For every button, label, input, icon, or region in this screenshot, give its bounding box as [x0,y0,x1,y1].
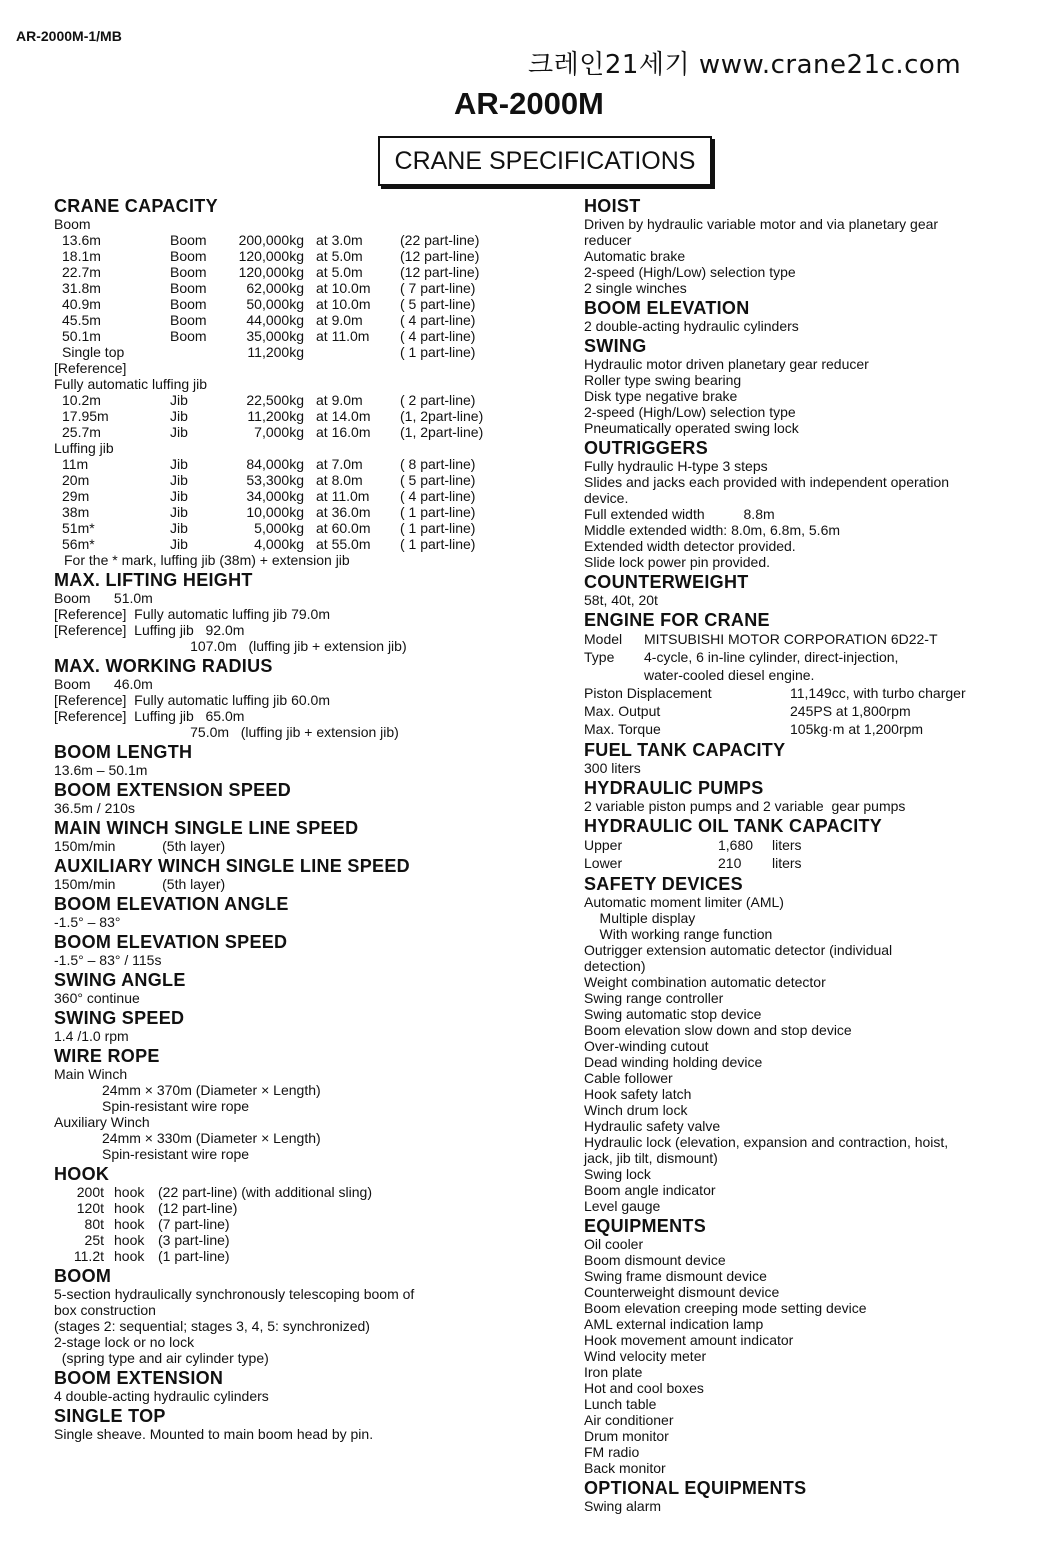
hook-partline: (1 part-line) [158,1248,230,1264]
engine-model-type [584,630,938,684]
section-line: [Reference] Luffing jib 92.0m [54,622,245,638]
hook-label: hook [114,1216,145,1232]
optional-heading: OPTIONAL EQUIPMENTS [584,1478,807,1498]
section-line: device. [584,490,629,506]
ljib-row-cell: 51m* [62,520,95,536]
fajib-row-cell: 22,500kg [246,392,304,408]
hook-table [68,1184,372,1264]
hook-capacity: 200t [76,1184,104,1200]
fajib-row-cell: 11,200kg [247,408,304,424]
fajib-row-cell: ( 2 part-line) [400,392,476,408]
section-line: 75.0m (luffing jib + extension jib) [54,724,399,740]
boom-row-cell: Boom [170,280,207,296]
boom-row-cell: 44,000kg [246,312,304,328]
section-line: 2-speed (High/Low) selection type [584,404,796,420]
boom-row [54,312,479,328]
engine-row [584,702,966,720]
fajib-row-cell: at 14.0m [316,408,371,424]
hook-label: hook [114,1248,145,1264]
safety-item: Level gauge [584,1198,661,1214]
ljib-row [54,536,475,552]
boom-row-cell: at 11.0m [316,328,370,344]
oil-tank-value: 1,680 [718,837,754,853]
safety-item: Hydraulic safety valve [584,1118,721,1134]
equipments-item: Counterweight dismount device [584,1284,780,1300]
boom-row-cell: 31.8m [62,280,101,296]
section-heading: COUNTERWEIGHT [584,572,749,592]
boom-row-cell: 50,000kg [246,296,304,312]
safety-item: Hook safety latch [584,1086,692,1102]
boom-row-cell: ( 4 part-line) [400,312,476,328]
main-winch-label: Main Winch [54,1066,128,1082]
ljib-row-cell: 4,000kg [254,536,304,552]
equipments-item: Back monitor [584,1460,666,1476]
section-heading: BOOM [54,1266,112,1286]
engine-value: 245PS at 1,800rpm [790,703,911,719]
boom-row-cell: 200,000kg [238,232,304,248]
section-line: Extended width detector provided. [584,538,796,554]
section-heading: SWING SPEED [54,1008,185,1028]
hook-row [68,1248,372,1264]
aux-winch-line: Spin-resistant wire rope [102,1146,250,1162]
main-winch-line: 24mm × 370m (Diameter × Length) [102,1082,321,1098]
fajib-row-cell: at 9.0m [316,392,363,408]
section-line: (stages 2: sequential; stages 3, 4, 5: synchronized) [54,1318,370,1334]
optional-item: Swing alarm [584,1498,662,1514]
engine-row [584,684,966,702]
engine-heading: ENGINE FOR CRANE [584,610,770,630]
safety-item: Boom angle indicator [584,1182,716,1198]
equipments-item: Boom dismount device [584,1252,726,1268]
equipments-item: Iron plate [584,1364,643,1380]
section-line: 5-section hydraulically synchronously telescoping boom of [54,1286,415,1302]
boom-row-cell: ( 7 part-line) [400,280,476,296]
section-heading: SWING [584,336,647,356]
ljib-row-cell: ( 1 part-line) [400,520,476,536]
safety-item: Cable follower [584,1070,673,1086]
boom-capacity-table [54,232,479,360]
boom-row-cell: ( 4 part-line) [400,328,476,344]
engine-model-value: MITSUBISHI MOTOR CORPORATION 6D22-T [644,631,938,647]
fajib-row [54,392,483,408]
equipments-item: Wind velocity meter [584,1348,707,1364]
section-line: 1.4 /1.0 rpm [54,1028,129,1044]
hook-row [68,1184,372,1200]
equipments-item: Drum monitor [584,1428,669,1444]
left-sections [54,570,534,1044]
section-line: 2 single winches [584,280,687,296]
ljib-row-cell: at 11.0m [316,488,370,504]
boom-row-cell: ( 5 part-line) [400,296,476,312]
section-heading: HOIST [584,196,641,216]
ljib-row-cell: ( 1 part-line) [400,504,476,520]
section-line: Disk type negative brake [584,388,738,404]
ljib-row-cell: 56m* [62,536,95,552]
left-column [54,194,534,1442]
safety-item: Winch drum lock [584,1102,688,1118]
boom-row-cell: Boom [170,264,207,280]
hook-capacity: 120t [76,1200,104,1216]
ljib-row-cell: Jib [170,456,188,472]
section-line: 58t, 40t, 20t [584,592,658,608]
boom-row-cell: 120,000kg [238,264,304,280]
boom-row [54,280,479,296]
section-line: [Reference] Fully automatic luffing jib 60.0m [54,692,330,708]
section-line: Roller type swing bearing [584,372,742,388]
equipments-item: Air conditioner [584,1412,674,1428]
fajib-row-cell: 25.7m [62,424,101,440]
fajib-row [54,424,483,440]
ljib-row-cell: at 60.0m [316,520,371,536]
equipments-item: Hook movement amount indicator [584,1332,794,1348]
safety-list [584,894,1044,1214]
ljib-row-cell: Jib [170,472,188,488]
hook-label: hook [114,1184,145,1200]
equipments-item: Hot and cool boxes [584,1380,704,1396]
ljib-label: Luffing jib [54,440,114,456]
hook-partline: (12 part-line) [158,1200,238,1216]
section-line: Slide lock power pin provided. [584,554,770,570]
ljib-row-cell: 11m [62,456,89,472]
ljib-row-cell: 10,000kg [246,504,304,520]
oil-tank-unit: liters [772,837,802,853]
boom-label: Boom [54,216,91,232]
fajib-row-cell: 10.2m [62,392,101,408]
section-line: (spring type and air cylinder type) [54,1350,269,1366]
section-line: Middle extended width: 8.0m, 6.8m, 5.6m [584,522,841,538]
right-column [584,194,1044,1514]
reference-label: [Reference] [54,360,127,376]
boom-row-cell: 62,000kg [246,280,304,296]
section-line: 360° continue [54,990,140,1006]
hook-row [68,1232,372,1248]
boom-row-cell [170,344,216,360]
oil-tank-key: Upper [584,837,623,853]
ljib-capacity-table [54,456,475,552]
section-line: 300 liters [584,760,641,776]
section-line: Boom 51.0m [54,590,153,606]
section-line: 4 double-acting hydraulic cylinders [54,1388,269,1404]
ljib-row-cell: at 7.0m [316,456,363,472]
engine-key: Piston Displacement [584,685,712,701]
boom-row-cell: 40.9m [62,296,101,312]
equipments-item: FM radio [584,1444,640,1460]
fajib-row [54,408,483,424]
model-title: AR-2000M [454,86,604,121]
ljib-row-cell: 53,300kg [246,472,304,488]
boom-row-cell: at 9.0m [316,312,363,328]
section-line: Automatic brake [584,248,686,264]
ljib-row-cell: Jib [170,520,188,536]
safety-item: Weight combination automatic detector [584,974,826,990]
ljib-row-cell: ( 1 part-line) [400,536,476,552]
boom-row-cell: 120,000kg [238,248,304,264]
safety-item: Automatic moment limiter (AML) [584,894,784,910]
aux-winch-label: Auxiliary Winch [54,1114,150,1130]
fajib-row-cell: Jib [170,392,188,408]
oil-tank-key: Lower [584,855,623,871]
engine-value: 11,149cc, with turbo charger [790,685,966,701]
hook-row [68,1200,372,1216]
ljib-row-cell: at 8.0m [316,472,363,488]
section-heading: BOOM ELEVATION SPEED [54,932,288,952]
section-line: Single sheave. Mounted to main boom head by pin. [54,1426,374,1442]
hook-partline: (3 part-line) [158,1232,230,1248]
ljib-row-cell: 84,000kg [246,456,304,472]
boom-row-cell: Boom [170,312,207,328]
fajib-row-cell: (1, 2part-line) [400,408,484,424]
section-heading: BOOM EXTENSION SPEED [54,780,292,800]
fajib-label: Fully automatic luffing jib [54,376,208,392]
boom-row-cell: (12 part-line) [400,248,480,264]
section-heading: MAIN WINCH SINGLE LINE SPEED [54,818,359,838]
fajib-row-cell: 7,000kg [254,424,304,440]
boom-row-cell: 35,000kg [246,328,304,344]
safety-item: Dead winding holding device [584,1054,763,1070]
engine-key: Max. Output [584,703,661,719]
section-heading: BOOM ELEVATION [584,298,750,318]
section-line: Slides and jacks each provided with independent operation [584,474,950,490]
boom-row-cell: Boom [170,296,207,312]
boom-row-cell: (12 part-line) [400,264,480,280]
engine-type-label: Type [584,649,615,665]
hook-partline: (7 part-line) [158,1216,230,1232]
hook-capacity: 80t [84,1216,104,1232]
boom-row-cell: 18.1m [62,248,101,264]
section-line: reducer [584,232,632,248]
boom-row [54,296,479,312]
engine-value: 105kg·m at 1,200rpm [790,721,924,737]
oil-tank-heading: HYDRAULIC OIL TANK CAPACITY [584,816,883,836]
ljib-row-cell: at 55.0m [316,536,371,552]
ljib-row [54,504,475,520]
boom-row-cell: at 5.0m [316,248,363,264]
ljib-row-cell: ( 8 part-line) [400,456,476,472]
hook-label: hook [114,1232,145,1248]
equipments-item: Oil cooler [584,1236,644,1252]
ljib-row-cell: at 36.0m [316,504,371,520]
section-line: 2 double-acting hydraulic cylinders [584,318,799,334]
section-heading: FUEL TANK CAPACITY [584,740,786,760]
ljib-row-cell: Jib [170,504,188,520]
safety-item: Swing automatic stop device [584,1006,762,1022]
equipments-item: AML external indication lamp [584,1316,764,1332]
safety-item: Hydraulic lock (elevation, expansion and contraction, hoist, [584,1134,949,1150]
section-heading: MAX. LIFTING HEIGHT [54,570,253,590]
engine-key: Max. Torque [584,721,661,737]
boom-row-cell: at 10.0m [316,280,371,296]
website-watermark: 크레인21세기 www.crane21c.com [528,50,962,80]
right-sections-b [584,740,1044,814]
section-line: 107.0m (luffing jib + extension jib) [54,638,407,654]
right-sections-a [584,196,1044,608]
section-heading: OUTRIGGERS [584,438,709,458]
section-line: [Reference] Fully automatic luffing jib 79.0m [54,606,330,622]
safety-item: With working range function [584,926,773,942]
ljib-row-cell: ( 4 part-line) [400,488,476,504]
boom-row-cell: 11,200kg [247,344,304,360]
ljib-row [54,520,475,536]
boom-row-cell: (22 part-line) [400,232,480,248]
section-line: 150m/min (5th layer) [54,838,226,854]
section-heading: AUXILIARY WINCH SINGLE LINE SPEED [54,856,410,876]
safety-item: jack, jib tilt, dismount) [584,1150,718,1166]
fajib-row-cell: (1, 2part-line) [400,424,484,440]
boom-row-cell: at 5.0m [316,264,363,280]
hook-partline: (22 part-line) (with additional sling) [158,1184,372,1200]
section-heading: BOOM LENGTH [54,742,193,762]
ljib-row-cell: 5,000kg [254,520,304,536]
section-line: Full extended width 8.8m [584,506,775,522]
safety-item: Over-winding cutout [584,1038,709,1054]
section-line: 2 variable piston pumps and 2 variable gear pumps [584,798,906,814]
boom-row-cell: 45.5m [62,312,101,328]
fajib-row-cell: 17.95m [62,408,109,424]
ljib-row-cell: Jib [170,536,188,552]
section-line: 13.6m – 50.1m [54,762,148,778]
hook-capacity: 11.2t [73,1248,104,1264]
section-heading: HYDRAULIC PUMPS [584,778,764,798]
ljib-row-cell: 20m [62,472,90,488]
engine-type-value: 4-cycle, 6 in-line cylinder, direct-injection, [644,649,899,665]
ljib-row [54,488,475,504]
wire-rope-heading: WIRE ROPE [54,1046,160,1066]
boom-row [54,232,479,248]
safety-heading: SAFETY DEVICES [584,874,743,894]
boom-row-cell: 50.1m [62,328,101,344]
boom-row-cell: Single top [62,344,125,360]
boom-row-cell: at 10.0m [316,296,371,312]
section-heading: BOOM EXTENSION [54,1368,224,1388]
boom-row-cell: 22.7m [62,264,101,280]
safety-item: Swing lock [584,1166,651,1182]
boom-row-cell: Boom [170,328,207,344]
aux-winch-line: 24mm × 330m (Diameter × Length) [102,1130,321,1146]
section-line: -1.5° – 83° [54,914,121,930]
boom-row-cell: 13.6m [62,232,101,248]
ljib-row-cell: Jib [170,488,188,504]
safety-item: detection) [584,958,646,974]
section-line: Boom 46.0m [54,676,153,692]
oil-tank-row [584,836,802,854]
equipments-item: Swing frame dismount device [584,1268,767,1284]
hook-heading: HOOK [54,1164,110,1184]
boom-row [54,248,479,264]
capacity-note: For the * mark, luffing jib (38m) + extension jib [64,552,350,568]
safety-item: Outrigger extension automatic detector (individual [584,942,893,958]
hook-label: hook [114,1200,145,1216]
safety-item: Swing range controller [584,990,724,1006]
boom-row [54,328,479,344]
section-line: Fully hydraulic H-type 3 steps [584,458,768,474]
section-heading: SWING ANGLE [54,970,186,990]
fajib-row-cell: Jib [170,408,188,424]
crane-capacity-heading: CRANE CAPACITY [54,196,218,216]
equipments-item: Boom elevation creeping mode setting device [584,1300,867,1316]
ljib-row-cell: 29m [62,488,90,504]
section-heading: SINGLE TOP [54,1406,166,1426]
section-line: 150m/min (5th layer) [54,876,226,892]
section-line: -1.5° – 83° / 115s [54,952,162,968]
document-id: AR-2000M-1/MB [16,28,122,44]
section-line: [Reference] Luffing jib 65.0m [54,708,245,724]
section-line: 2-stage lock or no lock [54,1334,195,1350]
ljib-row [54,456,475,472]
oil-tank-unit: liters [772,855,802,871]
left-tail-sections [54,1266,534,1442]
engine-type-value: water-cooled diesel engine. [644,667,815,683]
safety-item: Multiple display [584,910,696,926]
fajib-row-cell: Jib [170,424,188,440]
oil-tank-row [584,854,802,872]
equipments-list [584,1236,1044,1476]
section-line: box construction [54,1302,156,1318]
hook-capacity: 25t [84,1232,104,1248]
section-line: 2-speed (High/Low) selection type [584,264,796,280]
ljib-row [54,472,475,488]
ljib-row-cell: ( 5 part-line) [400,472,476,488]
ljib-row-cell: 38m [62,504,90,520]
fajib-row-cell: at 16.0m [316,424,371,440]
section-line: Hydraulic motor driven planetary gear reducer [584,356,869,372]
oil-tank-table [584,836,802,872]
section-line: 36.5m / 210s [54,800,135,816]
equipments-heading: EQUIPMENTS [584,1216,707,1236]
engine-model-label: Model [584,631,623,647]
boom-row [54,264,479,280]
spec-title-box: CRANE SPECIFICATIONS [378,136,712,186]
oil-tank-value: 210 [718,855,742,871]
boom-row-cell: Boom [170,232,207,248]
boom-row-cell: at 3.0m [316,232,363,248]
fajib-capacity-table [54,392,483,440]
section-heading: MAX. WORKING RADIUS [54,656,273,676]
hook-row [68,1216,372,1232]
boom-row-cell: ( 1 part-line) [400,344,476,360]
section-line: Pneumatically operated swing lock [584,420,799,436]
equipments-item: Lunch table [584,1396,657,1412]
boom-row-cell: Boom [170,248,207,264]
engine-table [584,684,966,738]
engine-row [584,720,966,738]
ljib-row-cell: 34,000kg [246,488,304,504]
main-winch-line: Spin-resistant wire rope [102,1098,250,1114]
section-heading: BOOM ELEVATION ANGLE [54,894,289,914]
safety-item: Boom elevation slow down and stop device [584,1022,852,1038]
section-line: Driven by hydraulic variable motor and via planetary gear [584,216,939,232]
boom-row-cell [316,344,400,360]
boom-row [54,344,479,360]
